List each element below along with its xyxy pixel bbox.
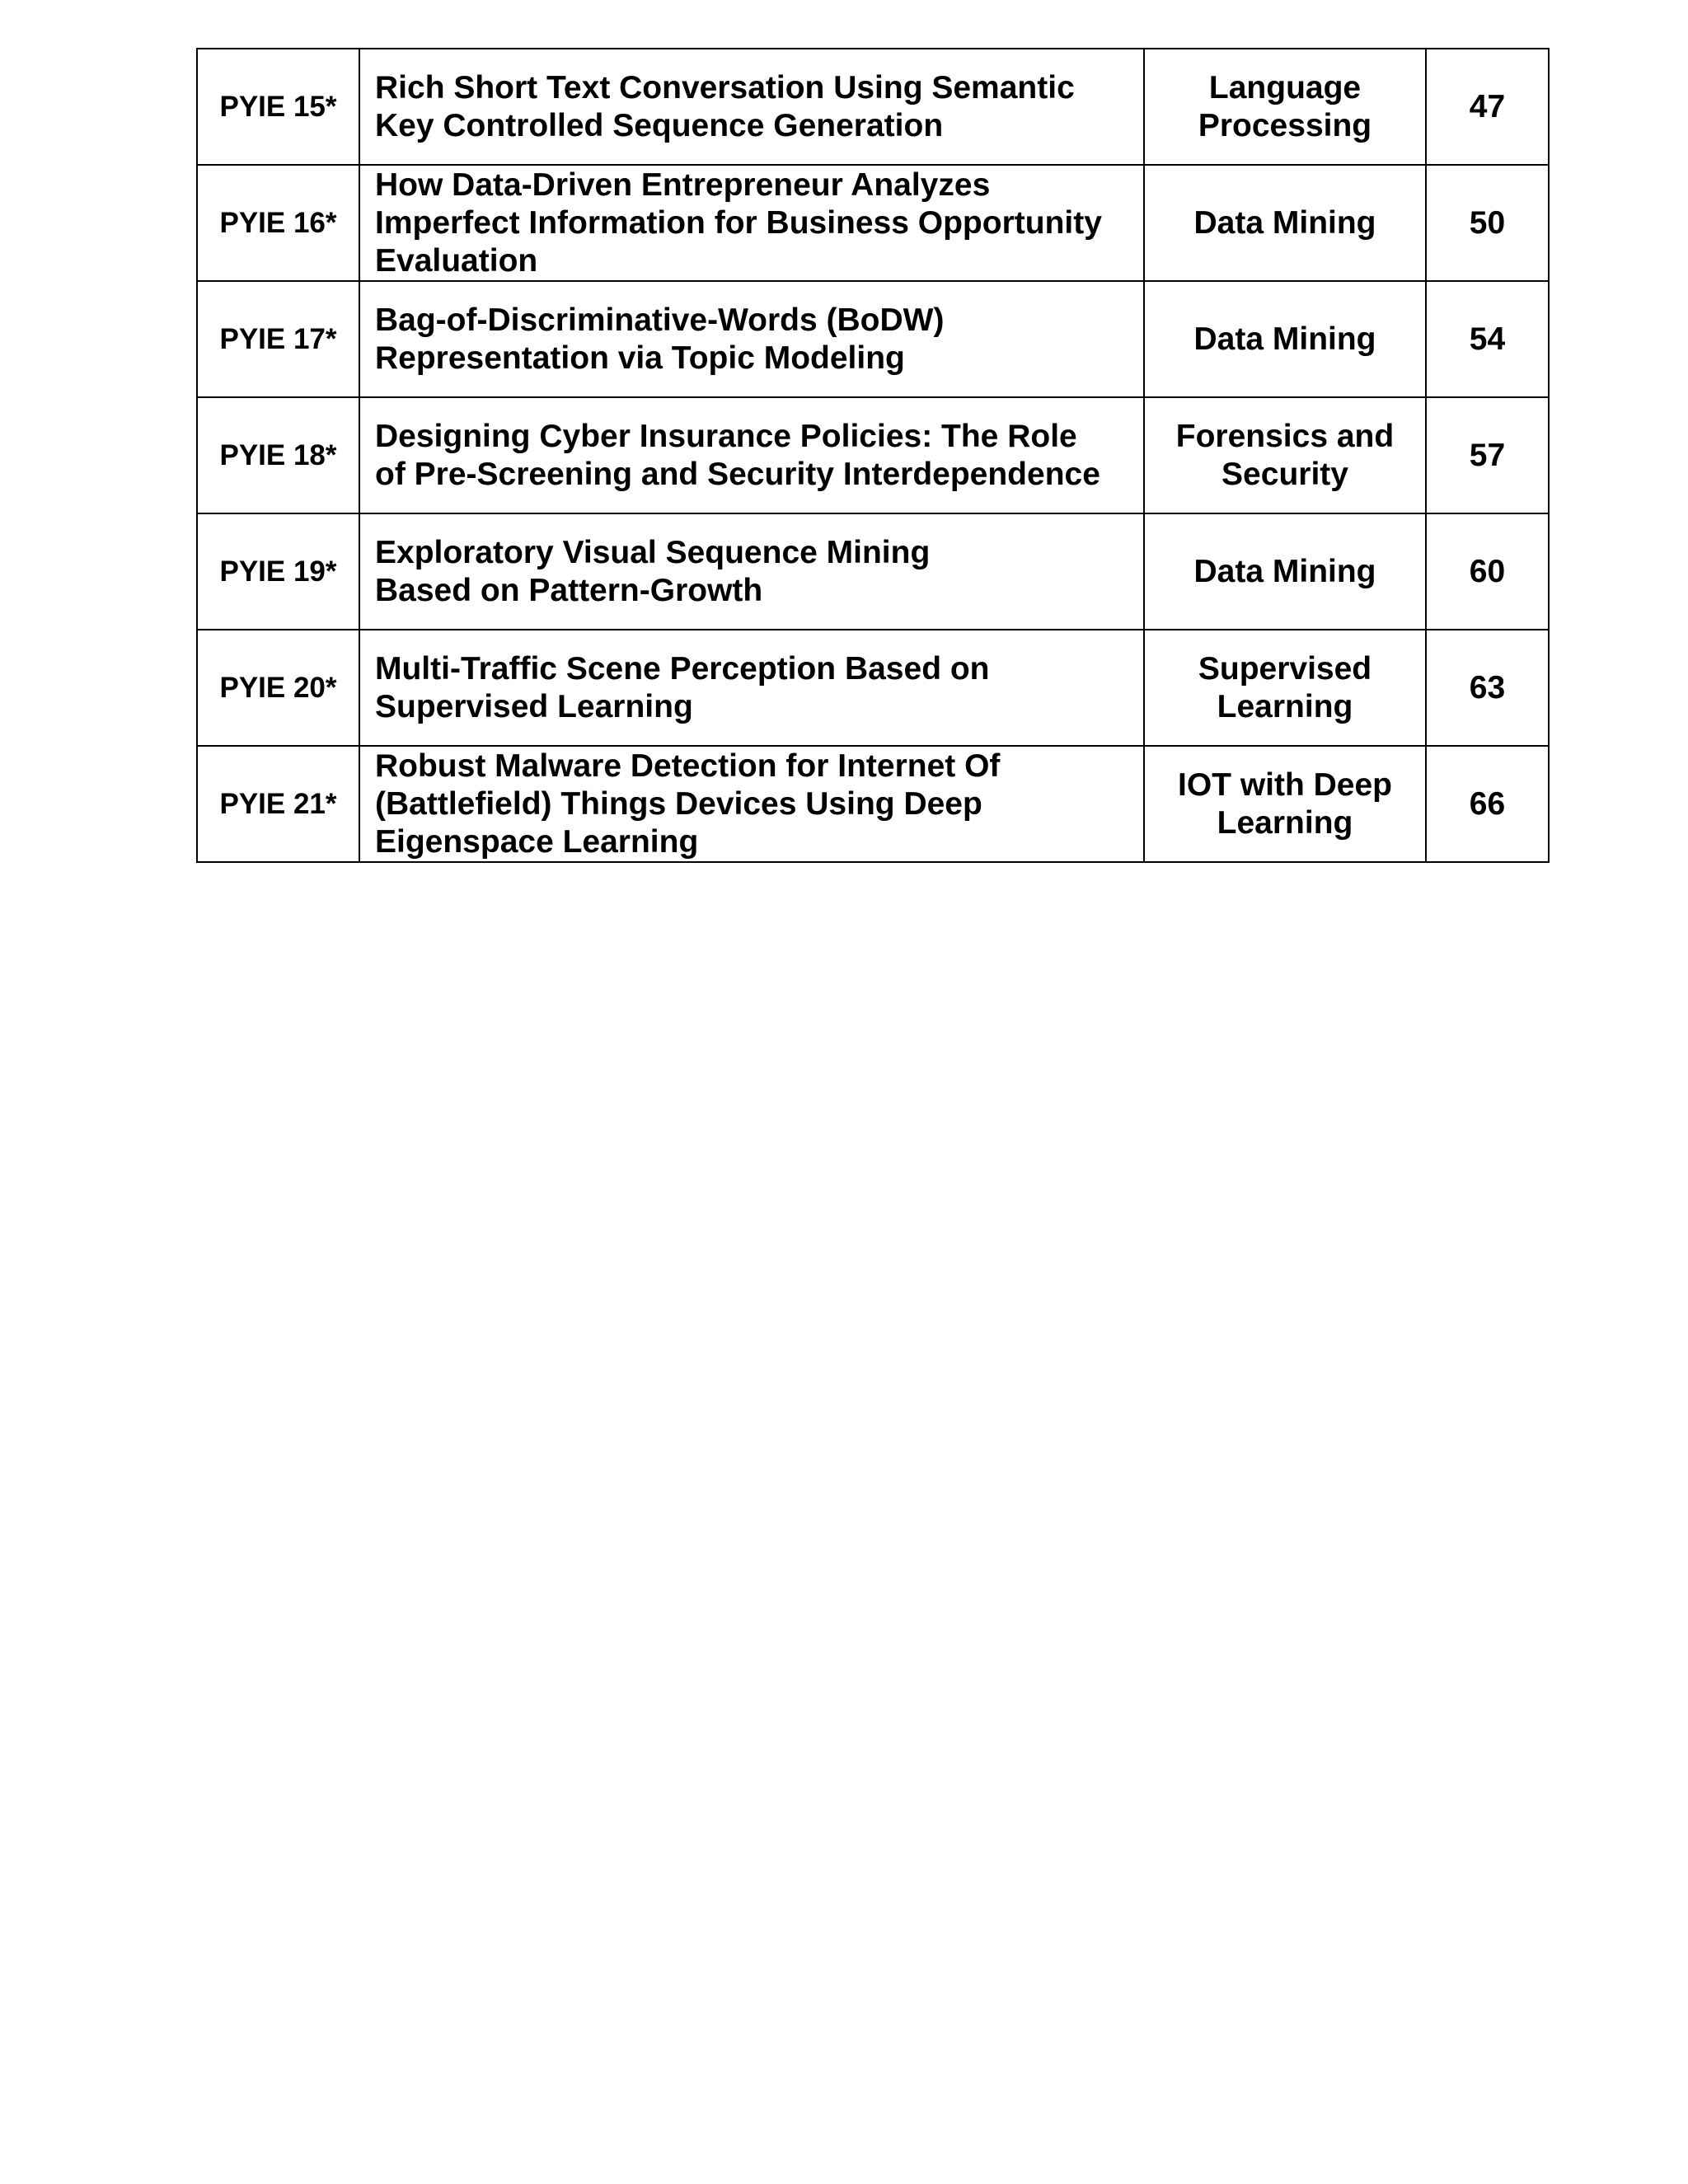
paper-title-line: Multi-Traffic Scene Perception Based on: [375, 650, 990, 687]
paper-title-line: Supervised Learning: [375, 688, 693, 724]
paper-title: [359, 746, 1144, 862]
paper-id: PYIE 20*: [197, 630, 359, 746]
page-number: 50: [1426, 165, 1549, 281]
paper-id: PYIE 21*: [197, 746, 359, 862]
contents-table-body: [197, 49, 1549, 862]
research-area-line: Processing: [1198, 107, 1372, 143]
page-number: 60: [1426, 513, 1549, 630]
paper-id: PYIE 18*: [197, 397, 359, 513]
page-number: 63: [1426, 630, 1549, 746]
paper-title-line: How Data-Driven Entrepreneur Analyzes: [375, 166, 991, 203]
page-number: 66: [1426, 746, 1549, 862]
research-area: [1144, 165, 1426, 281]
research-area-line: Data Mining: [1193, 553, 1376, 589]
table-row: [197, 630, 1549, 746]
paper-title-line: (Battlefield) Things Devices Using Deep: [375, 785, 982, 822]
table-row: [197, 281, 1549, 397]
research-area-line: Language: [1208, 69, 1362, 105]
research-area: [1144, 630, 1426, 746]
paper-title-line: Based on Pattern-Growth: [375, 572, 763, 608]
paper-title-line: Key Controlled Sequence Generation: [375, 107, 944, 143]
paper-title-line: Rich Short Text Conversation Using Semantic: [375, 69, 1075, 105]
research-area: [1144, 746, 1426, 862]
research-area-line: Supervised: [1198, 650, 1372, 687]
page-number: 47: [1426, 49, 1549, 165]
research-area-line: Security: [1221, 456, 1348, 492]
research-area-line: IOT with Deep: [1177, 766, 1392, 803]
paper-id: PYIE 19*: [197, 513, 359, 630]
page-number: 57: [1426, 397, 1549, 513]
research-area: [1144, 281, 1426, 397]
paper-title-line: Representation via Topic Modeling: [375, 340, 905, 376]
research-area: [1144, 397, 1426, 513]
research-area-line: Learning: [1217, 688, 1353, 724]
paper-id: PYIE 16*: [197, 165, 359, 281]
table-row: [197, 397, 1549, 513]
page-number: 54: [1426, 281, 1549, 397]
research-area-line: Data Mining: [1193, 204, 1376, 241]
paper-title-line: Eigenspace Learning: [375, 823, 699, 860]
table-row: [197, 49, 1549, 165]
paper-title: [359, 165, 1144, 281]
research-area-line: Learning: [1217, 804, 1353, 841]
paper-title: [359, 513, 1144, 630]
research-area-line: Data Mining: [1193, 321, 1376, 357]
paper-id: PYIE 17*: [197, 281, 359, 397]
table-row: [197, 513, 1549, 630]
research-area: [1144, 49, 1426, 165]
paper-title: [359, 281, 1144, 397]
paper-title-line: Evaluation: [375, 242, 538, 279]
paper-title-line: of Pre-Screening and Security Interdependence: [375, 456, 1100, 492]
table-row: [197, 165, 1549, 281]
paper-id: PYIE 15*: [197, 49, 359, 165]
contents-table: [196, 48, 1550, 863]
paper-title-line: Bag-of-Discriminative-Words (BoDW): [375, 302, 945, 338]
paper-title-line: Designing Cyber Insurance Policies: The Role: [375, 418, 1077, 454]
table-row: [197, 746, 1549, 862]
paper-title-line: Robust Malware Detection for Internet Of: [375, 748, 1001, 784]
paper-title: [359, 630, 1144, 746]
paper-title-line: Exploratory Visual Sequence Mining: [375, 534, 931, 570]
paper-title: [359, 49, 1144, 165]
paper-title: [359, 397, 1144, 513]
research-area-line: Forensics and: [1175, 418, 1395, 454]
paper-title-line: Imperfect Information for Business Opportunity: [375, 204, 1102, 241]
research-area: [1144, 513, 1426, 630]
